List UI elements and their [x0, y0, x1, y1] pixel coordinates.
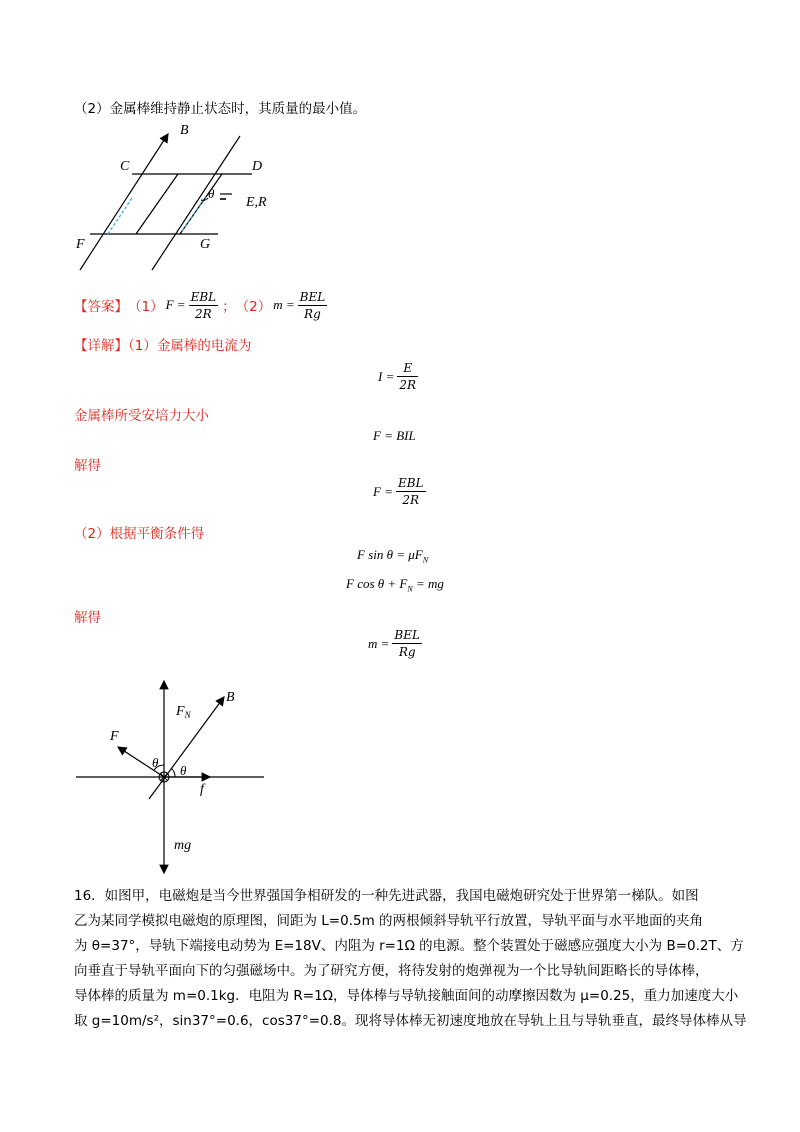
eq6-denominator: Rg	[398, 645, 416, 659]
answer-separator: ；	[222, 299, 236, 315]
label-d: D	[252, 159, 263, 174]
label-f: F	[76, 237, 85, 252]
label-b2: B	[226, 690, 235, 705]
eq1-denominator: 2R	[399, 378, 417, 392]
equation-friction-balance	[357, 547, 428, 565]
eq1-numerator: E	[397, 360, 418, 377]
label-b: B	[180, 123, 189, 138]
eq6-fraction	[392, 627, 422, 660]
answer-part1-numerator: EBL	[190, 289, 217, 304]
rod-1	[136, 174, 178, 234]
detail-step3-text: 解得	[74, 458, 101, 474]
answer-part2-fraction	[298, 289, 328, 322]
rail-diagram	[70, 122, 290, 277]
label-friction: f	[200, 782, 204, 797]
label-f2: F	[110, 729, 119, 744]
answer-part2-lhs: m =	[273, 297, 295, 312]
answer-line	[74, 287, 327, 323]
label-theta-right: θ	[180, 763, 187, 778]
answer-part1-lhs: F =	[165, 297, 186, 312]
answer-part2-denominator: Rg	[304, 306, 321, 321]
eq5-right: = mg	[412, 576, 444, 591]
eq6-lhs: m =	[368, 635, 390, 651]
force-diagram	[74, 675, 274, 880]
q16-line: 为 θ=37°，导轨下端接电动势为 E=18V、内阻为 r=1Ω 的电源。整个装置处于磁感应强度大小为 B=0.2T、方	[74, 938, 744, 954]
equation-current	[378, 360, 418, 393]
theta-arc-right	[171, 768, 175, 777]
question-2-prompt: （2）金属棒维持静止状态时，其质量的最小值。	[74, 101, 367, 117]
answer-part1-denominator: 2R	[195, 306, 212, 321]
answer-part1-label: （1）	[128, 299, 164, 315]
dashed-segment-right	[182, 196, 206, 231]
eq6-numerator: BEL	[394, 628, 420, 642]
label-theta: θ	[208, 186, 215, 201]
equation-ampere-force: F = BIL	[373, 428, 416, 443]
q16-line: 乙为某同学模拟电磁炮的原理图，间距为 L=0.5m 的两根倾斜导轨平行放置，导轨平面与水平地面的夹角	[74, 913, 704, 929]
b-field-arrow-left	[80, 134, 168, 270]
detail-heading	[74, 334, 251, 354]
question-16-paragraph	[74, 884, 747, 1034]
q16-line: 16．如图甲，电磁炮是当今世界强国争相研发的一种先进武器，我国电磁炮研究处于世界第一梯队。如图	[74, 888, 699, 904]
answer-part1-fraction	[189, 289, 219, 322]
answer-part2-numerator: BEL	[299, 289, 326, 304]
eq1-lhs: I =	[378, 368, 395, 384]
detail-tag: 【详解】	[74, 338, 128, 354]
detail-step2-text: 金属棒所受安培力大小	[74, 408, 209, 424]
dashed-segment-left	[108, 198, 132, 234]
detail-step1-text: （1）金属棒的电流为	[128, 338, 252, 354]
eq5-left: F cos θ + F	[346, 576, 408, 591]
eq3-lhs: F =	[373, 483, 393, 499]
answer-part2-label: （2）	[235, 299, 272, 315]
detail-step5-text: 解得	[74, 610, 101, 626]
label-g: G	[200, 237, 211, 252]
equation-normal-balance	[346, 576, 444, 594]
q16-line: 取 g=10m/s²，sin37°=0.6，cos37°=0.8。现将导体棒无初速度地放在导轨上且与导轨垂直，最终导体棒从导	[74, 1013, 747, 1029]
equation-force-result	[373, 475, 426, 508]
equation-mass-result	[368, 627, 422, 660]
eq4-subscript: N	[422, 555, 429, 565]
eq3-fraction	[396, 475, 426, 508]
label-theta-left: θ	[152, 755, 159, 770]
eq1-fraction	[397, 360, 418, 393]
label-er: E,R	[246, 195, 267, 210]
eq5-subscript: N	[407, 584, 413, 594]
answer-tag: 【答案】	[74, 299, 128, 315]
b-field-arrow-right	[152, 136, 240, 270]
label-mg: mg	[174, 838, 192, 853]
eq4-text: F sin θ = μF	[357, 547, 423, 562]
q16-line: 导体棒的质量为 m=0.1kg．电阻为 R=1Ω，导体棒与导轨接触面间的动摩擦因数为 μ=0.25，重力加速度大小	[74, 988, 739, 1004]
eq3-denominator: 2R	[402, 493, 420, 507]
eq3-numerator: EBL	[397, 476, 424, 490]
detail-step4-text: （2）根据平衡条件得	[74, 526, 205, 542]
label-c: C	[120, 159, 130, 174]
q16-line: 向垂直于导轨平面向下的匀强磁场中。为了研究方便，将待发射的炮弹视为一个比导轨间距略长的导体棒，	[74, 963, 709, 979]
label-fn: $F_N$	[176, 704, 191, 720]
